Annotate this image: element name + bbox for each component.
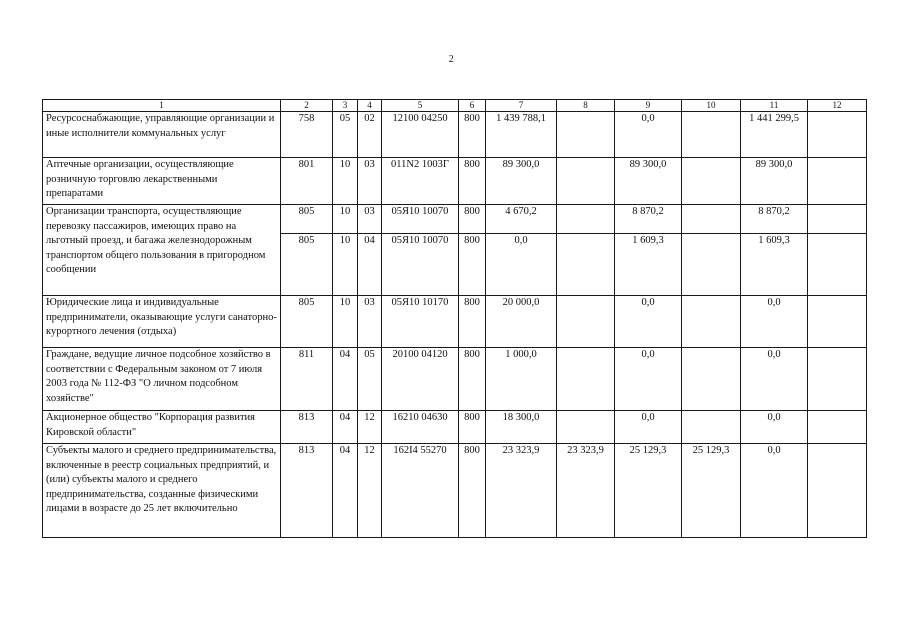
table-row (43, 205, 867, 234)
value-cell: 12 (358, 411, 382, 444)
value-cell: 758 (281, 112, 333, 158)
value-cell: 805 (281, 296, 333, 348)
value-cell: 0,0 (741, 348, 808, 411)
value-cell: 1 609,3 (741, 234, 808, 296)
value-cell: 89 300,0 (486, 158, 557, 205)
value-cell: 10 (333, 205, 358, 234)
value-cell (808, 444, 867, 538)
value-cell: 800 (459, 296, 486, 348)
value-cell (557, 411, 615, 444)
value-cell: 800 (459, 205, 486, 234)
column-header: 2 (281, 100, 333, 112)
recipient-name-cell: Субъекты малого и среднего предпринимательства, включенные в реестр социальных предприятий, и (или) субъекты малого и среднего предпринимательства, созданные физическими лицами в возрасте до 25 лет включительно (43, 444, 281, 538)
recipient-name-cell: Граждане, ведущие личное подсобное хозяйство в соответствии с Федеральным законом от 7 июля 2003 года № 112-ФЗ "О личном подсобном хозяйстве" (43, 348, 281, 411)
value-cell: 12 (358, 444, 382, 538)
value-cell: 05 (358, 348, 382, 411)
column-header: 12 (808, 100, 867, 112)
value-cell: 4 670,2 (486, 205, 557, 234)
recipient-name-cell: Аптечные организации, осуществляющие розничную торговлю лекарственными препаратами (43, 158, 281, 205)
column-number-header-row (43, 100, 867, 112)
value-cell: 800 (459, 444, 486, 538)
value-cell (808, 234, 867, 296)
column-header: 1 (43, 100, 281, 112)
value-cell: 18 300,0 (486, 411, 557, 444)
value-cell: 10 (333, 296, 358, 348)
value-cell: 10 (333, 234, 358, 296)
value-cell: 811 (281, 348, 333, 411)
value-cell: 20 000,0 (486, 296, 557, 348)
value-cell (808, 348, 867, 411)
value-cell: 89 300,0 (615, 158, 682, 205)
value-cell: 10 (333, 158, 358, 205)
table-row (43, 296, 867, 348)
value-cell: 1 441 299,5 (741, 112, 808, 158)
value-cell: 1 439 788,1 (486, 112, 557, 158)
value-cell (557, 348, 615, 411)
value-cell: 1 609,3 (615, 234, 682, 296)
value-cell (557, 158, 615, 205)
value-cell (682, 296, 741, 348)
value-cell: 805 (281, 205, 333, 234)
value-cell: 04 (333, 444, 358, 538)
value-cell (682, 411, 741, 444)
value-cell: 8 870,2 (615, 205, 682, 234)
column-header: 9 (615, 100, 682, 112)
budget-table (42, 99, 867, 538)
page-number: 2 (448, 54, 455, 65)
table-row (43, 158, 867, 205)
value-cell: 805 (281, 234, 333, 296)
recipient-name-cell: Ресурсоснабжающие, управляющие организации и иные исполнители коммунальных услуг (43, 112, 281, 158)
value-cell (682, 234, 741, 296)
recipient-name-cell: Акционерное общество "Корпорация развития Кировской области" (43, 411, 281, 444)
value-cell: 011N2 1003Г (382, 158, 459, 205)
column-header: 7 (486, 100, 557, 112)
value-cell (808, 158, 867, 205)
value-cell: 0,0 (615, 348, 682, 411)
value-cell: 20100 04120 (382, 348, 459, 411)
column-header: 10 (682, 100, 741, 112)
value-cell: 05Я10 10170 (382, 296, 459, 348)
value-cell (557, 205, 615, 234)
table-row (43, 348, 867, 411)
value-cell (682, 112, 741, 158)
value-cell: 800 (459, 411, 486, 444)
value-cell: 16210 04630 (382, 411, 459, 444)
value-cell: 0,0 (741, 296, 808, 348)
value-cell (682, 158, 741, 205)
recipient-name-cell: Юридические лица и индивидуальные предприниматели, оказывающие услуги санаторно-курортного лечения (отдыха) (43, 296, 281, 348)
value-cell: 800 (459, 158, 486, 205)
column-header: 3 (333, 100, 358, 112)
value-cell: 0,0 (615, 296, 682, 348)
value-cell: 1 000,0 (486, 348, 557, 411)
column-header: 8 (557, 100, 615, 112)
value-cell: 05 (333, 112, 358, 158)
value-cell: 23 323,9 (486, 444, 557, 538)
value-cell (557, 234, 615, 296)
value-cell: 05Я10 10070 (382, 205, 459, 234)
value-cell: 04 (333, 411, 358, 444)
value-cell: 813 (281, 444, 333, 538)
column-header: 4 (358, 100, 382, 112)
value-cell: 800 (459, 112, 486, 158)
table-row (43, 444, 867, 538)
column-header: 11 (741, 100, 808, 112)
column-header: 6 (459, 100, 486, 112)
value-cell: 02 (358, 112, 382, 158)
value-cell: 03 (358, 205, 382, 234)
value-cell (808, 411, 867, 444)
value-cell: 800 (459, 348, 486, 411)
value-cell: 801 (281, 158, 333, 205)
recipient-name-cell: Организации транспорта, осуществляющие перевозку пассажиров, имеющих право на льготный проезд, и багажа железнодорожным транспортом общего пользования в пригородном сообщении (43, 205, 281, 296)
value-cell: 25 129,3 (615, 444, 682, 538)
value-cell: 03 (358, 296, 382, 348)
value-cell: 0,0 (741, 444, 808, 538)
value-cell: 0,0 (741, 411, 808, 444)
value-cell (557, 296, 615, 348)
value-cell: 04 (333, 348, 358, 411)
value-cell (557, 112, 615, 158)
value-cell: 12100 04250 (382, 112, 459, 158)
value-cell (682, 205, 741, 234)
value-cell: 03 (358, 158, 382, 205)
value-cell: 800 (459, 234, 486, 296)
value-cell: 813 (281, 411, 333, 444)
value-cell (682, 348, 741, 411)
value-cell: 89 300,0 (741, 158, 808, 205)
value-cell (808, 112, 867, 158)
value-cell: 25 129,3 (682, 444, 741, 538)
value-cell: 23 323,9 (557, 444, 615, 538)
value-cell: 0,0 (615, 112, 682, 158)
value-cell: 0,0 (615, 411, 682, 444)
value-cell: 04 (358, 234, 382, 296)
value-cell: 162I4 55270 (382, 444, 459, 538)
table-row (43, 411, 867, 444)
value-cell: 8 870,2 (741, 205, 808, 234)
value-cell (808, 205, 867, 234)
value-cell: 0,0 (486, 234, 557, 296)
column-header: 5 (382, 100, 459, 112)
table-row (43, 112, 867, 158)
value-cell: 05Я10 10070 (382, 234, 459, 296)
value-cell (808, 296, 867, 348)
